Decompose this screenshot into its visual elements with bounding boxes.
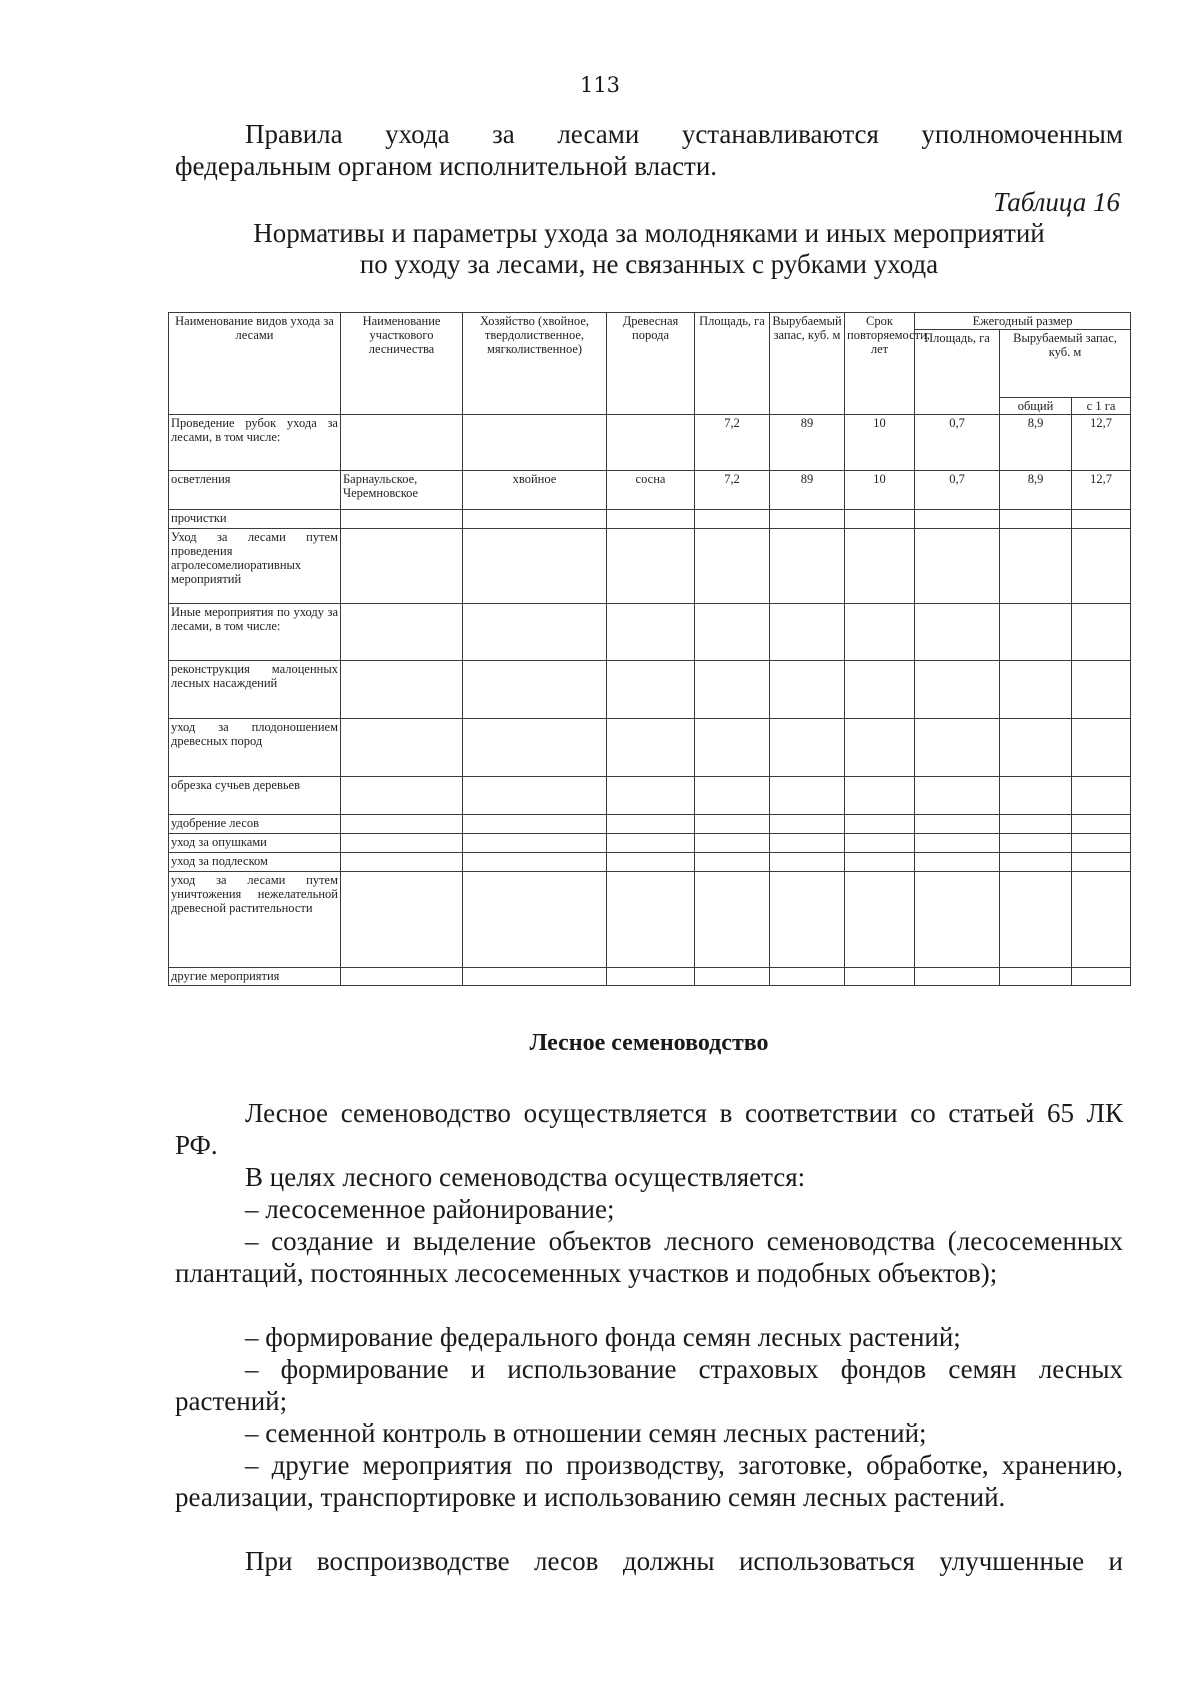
cell-farm: хвойное: [463, 471, 607, 510]
cell-species: сосна: [607, 471, 695, 510]
header-farm: Хозяйство (хвойное, твердолиственное, мягколиственное): [463, 313, 607, 415]
cell-period: [845, 968, 915, 986]
cell-name: прочистки: [169, 510, 341, 529]
cell-farm: [463, 872, 607, 968]
cell-farm: [463, 415, 607, 471]
cell-name: уход за подлеском: [169, 853, 341, 872]
cell-volume: [770, 872, 845, 968]
table-title-line-2: по уходу за лесами, не связанных с рубками ухода: [359, 249, 939, 279]
cell-species: [607, 604, 695, 661]
cell-area: [695, 815, 770, 834]
section-paragraph-1: Лесное семеноводство осуществляется в соответствии со статьей 65 ЛК РФ.: [175, 1098, 1123, 1160]
cell-species: [607, 510, 695, 529]
table-row: [169, 719, 1131, 777]
table-row: [169, 661, 1131, 719]
table-row: [169, 415, 1131, 471]
cell-name: Уход за лесами путем проведения агролесомелиоративных мероприятий: [169, 529, 341, 604]
cell-species: [607, 719, 695, 777]
cell-forestry: [341, 853, 463, 872]
cell-name: другие мероприятия: [169, 968, 341, 986]
cell-area: [695, 834, 770, 853]
table-row: [169, 510, 1131, 529]
cell-name: Проведение рубок ухода за лесами, в том числе:: [169, 415, 341, 471]
cell-total: 8,9: [1000, 471, 1072, 510]
intro-line-1: Правила ухода за лесами устанавливаются уполномоченным: [245, 119, 1123, 149]
cell-per-ha: [1072, 968, 1131, 986]
cell-forestry: [341, 815, 463, 834]
cell-volume: 89: [770, 415, 845, 471]
cell-farm: [463, 853, 607, 872]
cell-area: [695, 661, 770, 719]
cell-period: [845, 834, 915, 853]
cell-annual-area: [915, 968, 1000, 986]
cell-volume: [770, 968, 845, 986]
page-number: 113: [579, 73, 621, 97]
cell-species: [607, 777, 695, 815]
cell-species: [607, 415, 695, 471]
cell-period: [845, 529, 915, 604]
cell-name: реконструкция малоценных лесных насаждений: [169, 661, 341, 719]
cell-annual-area: [915, 834, 1000, 853]
cell-area: [695, 719, 770, 777]
section-title: Лесное семеноводство: [529, 1030, 769, 1056]
table-row: [169, 968, 1131, 986]
list-item: – формирование федерального фонда семян лесных растений;: [245, 1322, 961, 1352]
cell-forestry: Барнаульское, Черемновское: [341, 471, 463, 510]
cell-total: [1000, 529, 1072, 604]
cell-farm: [463, 529, 607, 604]
table-row: [169, 853, 1131, 872]
cell-annual-area: [915, 853, 1000, 872]
table-title-line-1: Нормативы и параметры ухода за молодняками и иных мероприятий: [253, 218, 1045, 248]
cell-volume: [770, 815, 845, 834]
list-item: – семенной контроль в отношении семян лесных растений;: [245, 1418, 927, 1448]
header-per-ha: с 1 га: [1072, 398, 1131, 415]
header-type: Наименование видов ухода за лесами: [169, 313, 341, 415]
cell-total: [1000, 834, 1072, 853]
cell-area: [695, 510, 770, 529]
cell-per-ha: [1072, 510, 1131, 529]
cell-forestry: [341, 719, 463, 777]
header-species: Древесная порода: [607, 313, 695, 415]
table-title: [175, 218, 1123, 280]
table-row: [169, 471, 1131, 510]
list-item: – лесосеменное районирование;: [245, 1194, 615, 1224]
cell-name: уход за опушками: [169, 834, 341, 853]
cell-forestry: [341, 661, 463, 719]
cell-total: [1000, 968, 1072, 986]
cell-farm: [463, 815, 607, 834]
cell-farm: [463, 777, 607, 815]
cell-per-ha: 12,7: [1072, 415, 1131, 471]
cell-per-ha: [1072, 853, 1131, 872]
list-item: – другие мероприятия по производству, заготовке, обработке, хранению, реализации, транспортировке и использованию семян лесных растений.: [175, 1450, 1123, 1512]
cell-per-ha: [1072, 719, 1131, 777]
cell-forestry: [341, 968, 463, 986]
cell-area: [695, 604, 770, 661]
cell-species: [607, 872, 695, 968]
cell-annual-area: [915, 777, 1000, 815]
cell-total: [1000, 719, 1072, 777]
cell-volume: [770, 510, 845, 529]
cell-volume: [770, 719, 845, 777]
cell-period: [845, 815, 915, 834]
cell-total: [1000, 872, 1072, 968]
table-row: [169, 604, 1131, 661]
cell-annual-area: 0,7: [915, 415, 1000, 471]
cell-forestry: [341, 415, 463, 471]
cell-forestry: [341, 834, 463, 853]
table-row: [169, 872, 1131, 968]
cell-farm: [463, 604, 607, 661]
cell-species: [607, 853, 695, 872]
cell-forestry: [341, 604, 463, 661]
cell-annual-area: [915, 719, 1000, 777]
cell-per-ha: [1072, 872, 1131, 968]
cell-annual-area: [915, 815, 1000, 834]
cell-name: обрезка сучьев деревьев: [169, 777, 341, 815]
cell-name: уход за лесами путем уничтожения нежелательной древесной растительности: [169, 872, 341, 968]
cell-species: [607, 661, 695, 719]
cell-forestry: [341, 510, 463, 529]
cell-period: [845, 853, 915, 872]
cell-volume: [770, 834, 845, 853]
section-paragraph-last: При воспроизводстве лесов должны использоваться улучшенные и: [245, 1546, 1123, 1576]
cell-total: [1000, 815, 1072, 834]
cell-species: [607, 968, 695, 986]
table-caption: Таблица 16: [993, 187, 1120, 217]
cell-area: 7,2: [695, 471, 770, 510]
cell-volume: [770, 661, 845, 719]
cell-total: [1000, 661, 1072, 719]
table-body: [169, 415, 1131, 986]
cell-name: осветления: [169, 471, 341, 510]
cell-forestry: [341, 872, 463, 968]
cell-area: 7,2: [695, 415, 770, 471]
cell-forestry: [341, 529, 463, 604]
cell-species: [607, 834, 695, 853]
cell-period: [845, 604, 915, 661]
cell-volume: 89: [770, 471, 845, 510]
header-total: общий: [1000, 398, 1072, 415]
cell-per-ha: [1072, 661, 1131, 719]
section-paragraph-2: В целях лесного семеноводства осуществляется:: [245, 1162, 806, 1192]
cell-per-ha: [1072, 834, 1131, 853]
cell-area: [695, 968, 770, 986]
cell-name: Иные мероприятия по уходу за лесами, в том числе:: [169, 604, 341, 661]
cell-volume: [770, 604, 845, 661]
cell-period: [845, 661, 915, 719]
cell-annual-area: 0,7: [915, 471, 1000, 510]
cell-species: [607, 815, 695, 834]
cell-per-ha: [1072, 815, 1131, 834]
cell-area: [695, 529, 770, 604]
cell-farm: [463, 661, 607, 719]
list-item: – формирование и использование страховых фондов семян лесных растений;: [175, 1354, 1123, 1416]
header-annual-volume: Вырубаемый запас, куб. м: [1000, 330, 1131, 398]
table-row: [169, 777, 1131, 815]
cell-period: [845, 719, 915, 777]
header-annual: Ежегодный размер: [915, 313, 1131, 330]
cell-period: 10: [845, 471, 915, 510]
cell-name: удобрение лесов: [169, 815, 341, 834]
cell-annual-area: [915, 604, 1000, 661]
cell-forestry: [341, 777, 463, 815]
cell-per-ha: [1072, 777, 1131, 815]
cell-per-ha: [1072, 529, 1131, 604]
list-item: – создание и выделение объектов лесного семеноводства (лесосеменных плантаций, постоянных лесосеменных участков и подобных объектов);: [175, 1226, 1123, 1288]
cell-area: [695, 777, 770, 815]
cell-total: [1000, 510, 1072, 529]
cell-annual-area: [915, 529, 1000, 604]
cell-volume: [770, 853, 845, 872]
header-forestry: Наименование участкового лесничества: [341, 313, 463, 415]
table-row: [169, 834, 1131, 853]
norms-table: [168, 312, 1131, 986]
cell-total: [1000, 853, 1072, 872]
cell-farm: [463, 719, 607, 777]
cell-total: [1000, 777, 1072, 815]
header-annual-area: Площадь, га: [915, 330, 1000, 415]
cell-total: [1000, 604, 1072, 661]
cell-volume: [770, 529, 845, 604]
table-row: [169, 529, 1131, 604]
header-period: Срок повторяемости, лет: [845, 313, 915, 415]
cell-species: [607, 529, 695, 604]
cell-farm: [463, 510, 607, 529]
cell-period: [845, 872, 915, 968]
cell-period: 10: [845, 415, 915, 471]
cell-per-ha: 12,7: [1072, 471, 1131, 510]
cell-per-ha: [1072, 604, 1131, 661]
cell-total: 8,9: [1000, 415, 1072, 471]
cell-area: [695, 872, 770, 968]
cell-period: [845, 510, 915, 529]
cell-area: [695, 853, 770, 872]
cell-volume: [770, 777, 845, 815]
cell-period: [845, 777, 915, 815]
cell-farm: [463, 968, 607, 986]
cell-annual-area: [915, 510, 1000, 529]
intro-line-2: федеральным органом исполнительной власти.: [175, 151, 718, 181]
cell-annual-area: [915, 661, 1000, 719]
cell-annual-area: [915, 872, 1000, 968]
header-area: Площадь, га: [695, 313, 770, 415]
header-volume: Вырубаемый запас, куб. м: [770, 313, 845, 415]
table-row: [169, 815, 1131, 834]
cell-farm: [463, 834, 607, 853]
cell-name: уход за плодоношением древесных пород: [169, 719, 341, 777]
